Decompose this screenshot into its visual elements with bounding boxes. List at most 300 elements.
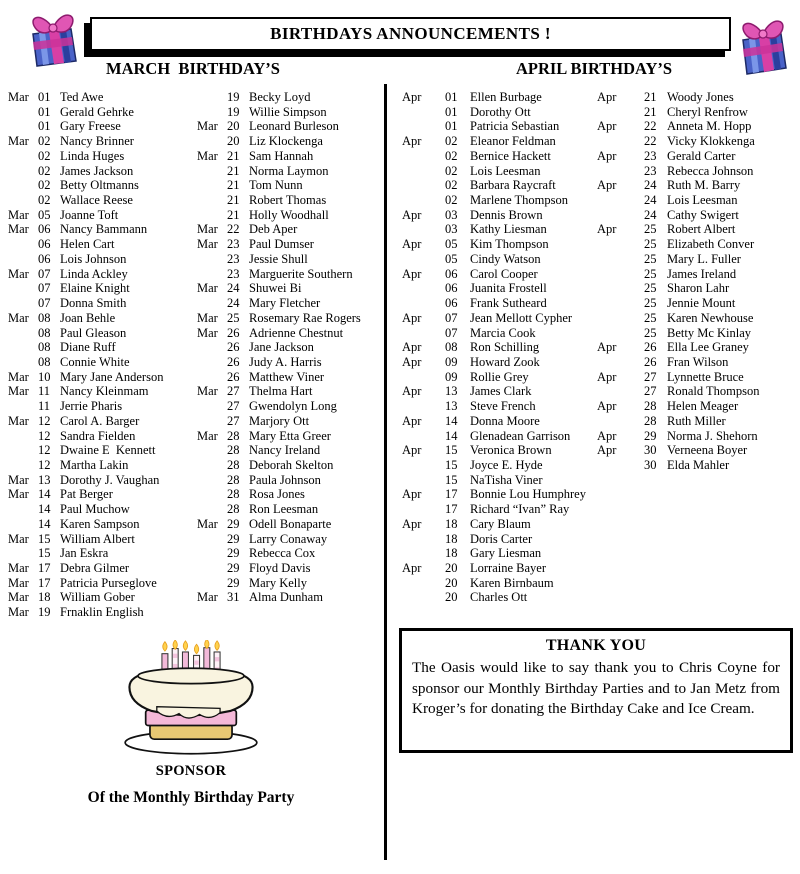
month-label: Apr <box>597 119 617 134</box>
month-label: Mar <box>197 119 218 134</box>
birthday-row <box>402 267 596 282</box>
person-name: Dorothy J. Vaughan <box>60 472 160 487</box>
day-label: 27 <box>227 413 240 428</box>
month-label <box>402 164 445 179</box>
day-label: 25 <box>644 266 657 281</box>
birthday-row <box>402 576 596 591</box>
day-label: 06 <box>445 266 458 281</box>
month-label <box>8 517 38 532</box>
person-name: Anneta M. Hopp <box>667 119 752 134</box>
person-name: James Clark <box>470 384 532 399</box>
month-label <box>8 296 38 311</box>
day-label: 29 <box>644 428 657 443</box>
person-name: Gary Liesman <box>470 546 542 561</box>
month-label <box>197 399 227 414</box>
month-label <box>402 222 445 237</box>
month-label: Mar <box>8 90 29 104</box>
birthday-row <box>197 576 384 591</box>
day-label: 22 <box>644 134 657 149</box>
birthday-row <box>8 546 198 561</box>
month-label: Mar <box>197 384 218 399</box>
month-label: Mar <box>8 590 29 605</box>
day-label: 15 <box>445 457 458 472</box>
person-name: Jan Eskra <box>60 546 109 561</box>
person-name: NaTisha Viner <box>470 472 543 487</box>
day-label: 22 <box>644 119 657 134</box>
month-label: Mar <box>197 590 218 605</box>
month-label <box>597 193 644 208</box>
day-label: 28 <box>644 399 657 414</box>
day-label: 20 <box>445 575 458 590</box>
day-label: 05 <box>445 237 458 252</box>
day-label: 19 <box>38 605 51 620</box>
month-label: Mar <box>8 207 29 222</box>
person-name: Holly Woodhall <box>249 207 329 222</box>
person-name: Linda Ackley <box>60 266 128 281</box>
day-label: 02 <box>38 134 51 149</box>
birthday-row <box>8 105 198 120</box>
birthday-row <box>402 590 596 605</box>
birthday-row <box>197 517 384 532</box>
month-label <box>597 281 644 296</box>
birthday-row <box>8 384 198 399</box>
birthday-row <box>597 237 797 252</box>
birthday-row <box>402 517 596 532</box>
month-label <box>197 164 227 179</box>
day-label: 27 <box>227 384 240 399</box>
day-label: 28 <box>227 502 240 517</box>
day-label: 07 <box>38 281 51 296</box>
day-label: 22 <box>227 222 240 237</box>
day-label: 25 <box>644 296 657 311</box>
birthday-row <box>8 267 198 282</box>
person-name: Bonnie Lou Humphrey <box>470 487 586 502</box>
month-label <box>8 502 38 517</box>
month-label <box>8 252 38 267</box>
day-label: 18 <box>445 516 458 531</box>
birthday-row <box>402 370 596 385</box>
person-name: Lynnette Bruce <box>667 369 744 384</box>
day-label: 15 <box>38 546 51 561</box>
person-name: Frank Sutheard <box>470 296 547 311</box>
person-name: Sharon Lahr <box>667 281 730 296</box>
person-name: Betty Mc Kinlay <box>667 325 752 340</box>
person-name: Tom Nunn <box>249 178 303 193</box>
birthday-row <box>8 487 198 502</box>
person-name: Karen Newhouse <box>667 310 754 325</box>
birthday-row <box>197 149 384 164</box>
birthday-row <box>597 340 797 355</box>
birthday-row <box>8 561 198 576</box>
month-label <box>197 414 227 429</box>
month-label <box>8 149 38 164</box>
day-label: 15 <box>445 472 458 487</box>
day-label: 25 <box>644 251 657 266</box>
birthday-row <box>197 105 384 120</box>
day-label: 29 <box>227 546 240 561</box>
month-label: Mar <box>8 384 29 399</box>
day-label: 21 <box>227 163 240 178</box>
person-name: Ted Awe <box>60 90 104 104</box>
day-label: 23 <box>227 251 240 266</box>
day-label: 23 <box>227 237 240 252</box>
month-label <box>197 252 227 267</box>
month-label: Mar <box>197 325 218 340</box>
day-label: 11 <box>38 399 51 414</box>
person-name: Wallace Reese <box>60 193 133 208</box>
day-label: 07 <box>445 325 458 340</box>
person-name: Paula Johnson <box>249 472 321 487</box>
month-label: Apr <box>402 443 422 458</box>
month-label <box>197 487 227 502</box>
birthday-row <box>8 576 198 591</box>
day-label: 18 <box>445 531 458 546</box>
month-label <box>597 208 644 223</box>
day-label: 12 <box>38 457 51 472</box>
birthday-row <box>197 267 384 282</box>
person-name: Becky Loyd <box>249 90 311 104</box>
day-label: 09 <box>445 354 458 369</box>
birthday-row <box>197 119 384 134</box>
birthday-row <box>197 561 384 576</box>
day-label: 03 <box>445 207 458 222</box>
birthday-row <box>8 443 198 458</box>
day-label: 06 <box>38 251 51 266</box>
day-label: 29 <box>227 516 240 531</box>
month-label <box>597 355 644 370</box>
day-label: 08 <box>38 325 51 340</box>
person-name: Jennie Mount <box>667 296 736 311</box>
person-name: Pat Berger <box>60 487 113 502</box>
day-label: 01 <box>445 119 458 134</box>
person-name: Fran Wilson <box>667 354 729 369</box>
birthday-row <box>597 443 797 458</box>
person-name: Joanne Toft <box>60 207 119 222</box>
person-name: Carol Cooper <box>470 266 538 281</box>
birthday-row <box>402 164 596 179</box>
month-label: Mar <box>8 369 29 384</box>
month-label: Apr <box>597 369 617 384</box>
birthday-row <box>402 355 596 370</box>
birthday-row <box>402 473 596 488</box>
birthday-row <box>8 355 198 370</box>
day-label: 14 <box>38 516 51 531</box>
month-label <box>197 473 227 488</box>
month-label <box>597 384 644 399</box>
birthday-row <box>8 340 198 355</box>
day-label: 09 <box>445 369 458 384</box>
month-label <box>402 105 445 120</box>
day-label: 06 <box>38 237 51 252</box>
month-label: Mar <box>197 310 218 325</box>
day-label: 24 <box>644 193 657 208</box>
month-label <box>8 429 38 444</box>
birthday-row <box>197 134 384 149</box>
day-label: 02 <box>445 163 458 178</box>
day-label: 26 <box>227 325 240 340</box>
birthday-row <box>402 105 596 120</box>
day-label: 21 <box>644 90 657 104</box>
person-name: Thelma Hart <box>249 384 313 399</box>
birthday-row <box>197 193 384 208</box>
april-list-col2 <box>597 90 797 473</box>
birthday-row <box>597 208 797 223</box>
person-name: Rosa Jones <box>249 487 305 502</box>
day-label: 05 <box>38 207 51 222</box>
birthday-row <box>197 429 384 444</box>
month-label: Apr <box>402 237 422 252</box>
person-name: Robert Thomas <box>249 193 327 208</box>
birthday-row <box>597 252 797 267</box>
birthday-row <box>402 546 596 561</box>
day-label: 28 <box>227 428 240 443</box>
person-name: Gary Freese <box>60 119 121 134</box>
month-label: Apr <box>402 413 422 428</box>
day-label: 21 <box>227 148 240 163</box>
person-name: Elizabeth Conver <box>667 237 755 252</box>
month-label <box>402 473 445 488</box>
day-label: 28 <box>227 443 240 458</box>
person-name: Mary Fletcher <box>249 296 321 311</box>
person-name: Rebecca Cox <box>249 546 316 561</box>
birthday-row <box>402 119 596 134</box>
day-label: 01 <box>445 104 458 119</box>
month-label <box>8 340 38 355</box>
day-label: 29 <box>227 561 240 575</box>
birthday-row <box>8 399 198 414</box>
person-name: Marlene Thompson <box>470 193 569 208</box>
birthday-row <box>402 399 596 414</box>
birthday-row <box>8 473 198 488</box>
day-label: 25 <box>644 325 657 340</box>
month-label <box>597 458 644 473</box>
birthday-row <box>402 458 596 473</box>
person-name: Gwendolyn Long <box>249 399 337 414</box>
birthday-row <box>402 326 596 341</box>
person-name: William Albert <box>60 531 135 546</box>
person-name: Elaine Knight <box>60 281 130 296</box>
day-label: 12 <box>38 413 51 428</box>
birthday-row <box>597 222 797 237</box>
birthday-row <box>597 399 797 414</box>
month-label: Apr <box>597 443 617 458</box>
day-label: 23 <box>227 266 240 281</box>
birthday-row <box>402 134 596 149</box>
month-label <box>197 208 227 223</box>
month-label: Apr <box>402 266 422 281</box>
person-name: Dwaine E Kennett <box>60 443 156 458</box>
birthday-row <box>197 252 384 267</box>
month-label <box>597 237 644 252</box>
person-name: Deb Aper <box>249 222 298 237</box>
month-label <box>402 119 445 134</box>
day-label: 02 <box>38 163 51 178</box>
day-label: 17 <box>445 502 458 517</box>
person-name: Veronica Brown <box>470 443 552 458</box>
month-label <box>197 443 227 458</box>
person-name: Paul Gleason <box>60 325 127 340</box>
day-label: 10 <box>38 369 51 384</box>
day-label: 19 <box>227 90 240 104</box>
person-name: James Ireland <box>667 266 737 281</box>
month-label: Mar <box>197 148 218 163</box>
person-name: Lois Johnson <box>60 251 127 266</box>
month-label <box>197 193 227 208</box>
birthday-row <box>8 532 198 547</box>
person-name: Frnaklin English <box>60 605 144 620</box>
person-name: Linda Huges <box>60 148 125 163</box>
day-label: 26 <box>227 340 240 355</box>
birthday-row <box>197 590 384 605</box>
month-label <box>597 296 644 311</box>
birthday-row <box>402 384 596 399</box>
gift-icon <box>20 4 86 77</box>
month-label <box>597 311 644 326</box>
month-label: Mar <box>8 605 29 620</box>
month-label: Mar <box>8 413 29 428</box>
month-label: Mar <box>197 281 218 296</box>
birthday-row <box>8 222 198 237</box>
person-name: Glenadean Garrison <box>470 428 571 443</box>
day-label: 14 <box>38 487 51 502</box>
day-label: 12 <box>38 428 51 443</box>
person-name: Adrienne Chestnut <box>249 325 344 340</box>
day-label: 01 <box>38 119 51 134</box>
person-name: Lois Leesman <box>667 193 738 208</box>
day-label: 27 <box>644 384 657 399</box>
person-name: Connie White <box>60 354 130 369</box>
birthday-row <box>597 164 797 179</box>
day-label: 25 <box>644 237 657 252</box>
birthday-row <box>197 370 384 385</box>
person-name: Marjory Ott <box>249 413 310 428</box>
sponsor-block <box>38 640 344 807</box>
person-name: Judy A. Harris <box>249 354 322 369</box>
person-name: Paul Muchow <box>60 502 130 517</box>
birthday-row <box>8 208 198 223</box>
person-name: Gerald Gehrke <box>60 104 134 119</box>
day-label: 02 <box>38 148 51 163</box>
day-label: 28 <box>227 487 240 502</box>
month-label: Apr <box>402 354 422 369</box>
person-name: Liz Klockenga <box>249 134 323 149</box>
day-label: 17 <box>38 561 51 575</box>
person-name: Donna Smith <box>60 296 127 311</box>
person-name: Karen Sampson <box>60 516 140 531</box>
day-label: 28 <box>644 413 657 428</box>
birthday-row <box>402 340 596 355</box>
person-name: Cheryl Renfrow <box>667 104 748 119</box>
day-label: 08 <box>38 340 51 355</box>
birthday-row <box>597 429 797 444</box>
person-name: Karen Birnbaum <box>470 575 554 590</box>
birthday-row <box>197 326 384 341</box>
month-label: Apr <box>402 134 422 149</box>
thank-you-heading: THANK YOU <box>545 637 647 654</box>
person-name: Norma J. Shehorn <box>667 428 758 443</box>
birthday-row <box>597 149 797 164</box>
birthday-row <box>8 517 198 532</box>
person-name: Robert Albert <box>667 222 736 237</box>
person-name: Ella Lee Graney <box>667 340 749 355</box>
birthday-row <box>597 355 797 370</box>
month-label: Mar <box>197 428 218 443</box>
birthday-row <box>197 222 384 237</box>
person-name: Barbara Raycraft <box>470 178 556 193</box>
day-label: 12 <box>38 443 51 458</box>
person-name: Dorothy Ott <box>470 104 531 119</box>
month-label <box>597 134 644 149</box>
day-label: 31 <box>227 590 240 605</box>
day-label: 23 <box>644 148 657 163</box>
day-label: 07 <box>445 310 458 325</box>
gift-icon <box>731 8 797 83</box>
month-label: Apr <box>597 148 617 163</box>
person-name: Rosemary Rae Rogers <box>249 310 361 325</box>
month-label <box>197 546 227 561</box>
birthday-row <box>8 164 198 179</box>
day-label: 17 <box>38 575 51 590</box>
month-label <box>8 546 38 561</box>
day-label: 13 <box>445 399 458 414</box>
person-name: Cathy Swigert <box>667 207 739 222</box>
person-name: Jane Jackson <box>249 340 314 355</box>
day-label: 06 <box>445 296 458 311</box>
person-name: Lorraine Bayer <box>470 561 547 575</box>
birthday-row <box>597 414 797 429</box>
title-banner <box>90 17 731 51</box>
day-label: 08 <box>445 340 458 355</box>
month-label: Mar <box>8 575 29 590</box>
birthday-row <box>402 532 596 547</box>
birthday-row <box>402 443 596 458</box>
month-label: Apr <box>402 487 422 502</box>
person-name: Willie Simpson <box>249 104 327 119</box>
person-name: Doris Carter <box>470 531 533 546</box>
person-name: Richard “Ivan” Ray <box>470 502 570 517</box>
month-label: Apr <box>402 516 422 531</box>
day-label: 15 <box>445 443 458 458</box>
person-name: Joyce E. Hyde <box>470 457 543 472</box>
day-label: 26 <box>644 354 657 369</box>
month-label <box>402 590 445 605</box>
month-label: Mar <box>8 531 29 546</box>
person-name: Ruth M. Barry <box>667 178 741 193</box>
day-label: 02 <box>445 193 458 208</box>
day-label: 20 <box>227 134 240 149</box>
birthday-row <box>402 208 596 223</box>
birthday-row <box>197 296 384 311</box>
month-label: Apr <box>597 428 617 443</box>
birthday-row <box>402 237 596 252</box>
day-label: 24 <box>644 207 657 222</box>
month-label <box>197 90 227 105</box>
day-label: 02 <box>38 193 51 208</box>
day-label: 01 <box>38 104 51 119</box>
month-label <box>402 532 445 547</box>
day-label: 08 <box>38 310 51 325</box>
birthday-row <box>597 134 797 149</box>
birthday-row <box>197 237 384 252</box>
birthday-row <box>197 355 384 370</box>
birthday-row <box>402 90 596 105</box>
person-name: Nancy Brinner <box>60 134 134 149</box>
birthday-row <box>197 473 384 488</box>
person-name: Ruth Miller <box>667 413 726 428</box>
month-label: Apr <box>597 399 617 414</box>
birthday-row <box>8 590 198 605</box>
birthday-row <box>402 414 596 429</box>
